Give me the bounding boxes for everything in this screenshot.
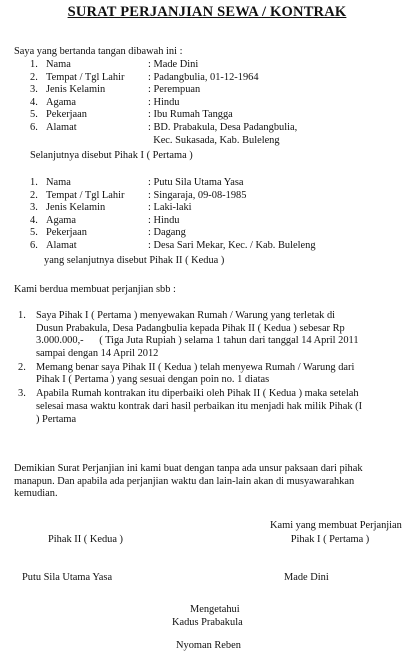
field-label: Tempat / Tgl Lahir <box>46 71 125 83</box>
document-page: SURAT PERJANJIAN SEWA / KONTRAK Saya yang bertanda tangan dibawah ini : 1. Nama : Made Dini 2. Tempat / Tgl Lahir : Padangbulia, 01-12-1964 3. Jenis Kelamin : Perempuan 4. Agama : Hindu 5. Pekerjaan : Ibu Rumah Tangga 6. Alamat : BD. Prabakula, Desa Padangbulia, Kec. Sukasada, Kab. Buleleng Selanjutnya disebut Pihak I ( Pertama ) 1. Nama : Putu Sila Utama Yasa 2. Tempat / Tgl Lahir : Singaraja, 09-08-1985 3. Jenis Kelamin : Laki-laki 4. Agama : Hindu 5. Pekerjaan : Dagang 6. Alamat : Desa Sari Mekar, Kec. / Kab. Buleleng yang selanjutnya disebut Pihak II ( Kedua ) Kami berdua membuat perjanjian sbb : 1. Saya Pihak I ( Pertama ) menyewakan Rumah / Warung yang terletak di Dusun Prabakula, Desa Padangbulia kepada Pihak II ( Kedua ) sebesar Rp 3.000.000,- ( Tiga Juta Rupiah ) selama 1 tahun dari tanggal 14 April 2011 sampai dengan 14 April 2012 2. Memang benar saya Pihak II ( Kedua ) telah menyewa Rumah / Warung dari Pihak I ( Pertama ) yang sesuai dengan poin no. 1 diatas 3. Apabila Rumah kontrakan itu diperbaiki oleh Pihak II ( Kedua ) maka setelah selesai masa waktu kontrak dari hasil perbaikan itu menjadi hak milik Pihak (I ) Pertama Demikian Surat Perjanjian ini kami buat dengan tanpa ada unsur paksaan dari pihak manapun. Dan apabila ada perjanjian waktu dan lain-lain akan di musyawarahkan kemudian. Pihak II ( Kedua ) Kami yang membuat Perjanjian Pihak I ( Pertama ) Putu Sila Utama Yasa Made Dini Mengetahui Kadus Prabakula Nyoman Reben <box>0 0 414 654</box>
party1-designation: Selanjutnya disebut Pihak I ( Pertama ) <box>30 150 193 161</box>
agreement-intro: Kami berdua membuat perjanjian sbb : <box>14 284 176 295</box>
clause-item: 3. Apabila Rumah kontrakan itu diperbaiki oleh Pihak II ( Kedua ) maka setelah selesai masa waktu kontrak dari hasil perbaikan itu menjadi hak milik Pihak (I ) Pertama <box>18 388 363 425</box>
document-title: SURAT PERJANJIAN SEWA / KONTRAK <box>67 4 347 20</box>
field-value: Kec. Sukasada, Kab. Buleleng <box>148 134 280 146</box>
field-label: Nama <box>46 177 71 188</box>
field-value: : Hindu <box>148 96 180 108</box>
field-value: : Made Dini <box>148 59 199 70</box>
field-value: : Perempuan <box>148 84 201 96</box>
field-label: Jenis Kelamin <box>46 84 106 96</box>
witness-role: Kadus Prabakula <box>172 617 243 628</box>
field-label: Pekerjaan <box>46 109 87 121</box>
field-value: : Padangbulia, 01-12-1964 <box>148 71 259 83</box>
clause-number: 1. <box>18 310 26 321</box>
field-label: Nama <box>46 59 71 70</box>
field-label: Alamat <box>46 121 77 133</box>
field-label: Agama <box>46 214 77 226</box>
signature-right-role: Pihak I ( Pertama ) <box>290 534 370 545</box>
clause-number: 2. <box>18 361 26 373</box>
witness-name: Nyoman Reben <box>176 640 241 651</box>
clause-list <box>18 310 398 427</box>
party2-designation: yang selanjutnya disebut Pihak II ( Kedua ) <box>44 255 225 266</box>
signature-right-name: Made Dini <box>284 572 329 583</box>
signature-left-name: Putu Sila Utama Yasa <box>22 572 113 583</box>
signature-right-heading: Kami yang membuat Perjanjian <box>270 520 402 531</box>
field-value: : Ibu Rumah Tangga <box>148 109 233 121</box>
field-label: Pekerjaan <box>46 227 87 239</box>
field-value: : Putu Sila Utama Yasa <box>148 177 244 188</box>
field-value: : BD. Prabakula, Desa Padangbulia, <box>148 121 298 133</box>
witness-heading: Mengetahui <box>190 604 240 615</box>
field-value: : Laki-laki <box>148 202 192 214</box>
field-label: Alamat <box>46 239 77 251</box>
field-value: : Dagang <box>148 227 186 239</box>
field-value: : Singaraja, 09-08-1985 <box>148 189 247 201</box>
clause-item: 2. Memang benar saya Pihak II ( Kedua ) telah menyewa Rumah / Warung dari Pihak I ( Pertama ) yang sesuai dengan poin no. 1 diatas <box>18 361 355 386</box>
intro-text: Saya yang bertanda tangan dibawah ini : <box>14 46 183 57</box>
field-label: Agama <box>46 96 77 108</box>
clause-number: 3. <box>18 388 26 400</box>
field-value: : Desa Sari Mekar, Kec. / Kab. Buleleng <box>148 239 316 251</box>
field-label: Tempat / Tgl Lahir <box>46 189 125 201</box>
field-value: : Hindu <box>148 214 180 226</box>
field-label: Jenis Kelamin <box>46 202 106 214</box>
closing-paragraph: Demikian Surat Perjanjian ini kami buat dengan tanpa ada unsur paksaan dari pihak manapun. Dan apabila ada perjanjian waktu dan lain-lain akan di musyawarahkan kemudian. <box>14 463 363 500</box>
clause-item: 1. Saya Pihak I ( Pertama ) menyewakan Rumah / Warung yang terletak di Dusun Prabakula, Desa Padangbulia kepada Pihak II ( Kedua ) sebesar Rp 3.000.000,- ( Tiga Juta Rupiah ) selama 1 tahun dari tanggal 14 April 2011 sampai dengan 14 April 2012 <box>18 310 359 360</box>
signature-left-role: Pihak II ( Kedua ) <box>48 534 124 545</box>
